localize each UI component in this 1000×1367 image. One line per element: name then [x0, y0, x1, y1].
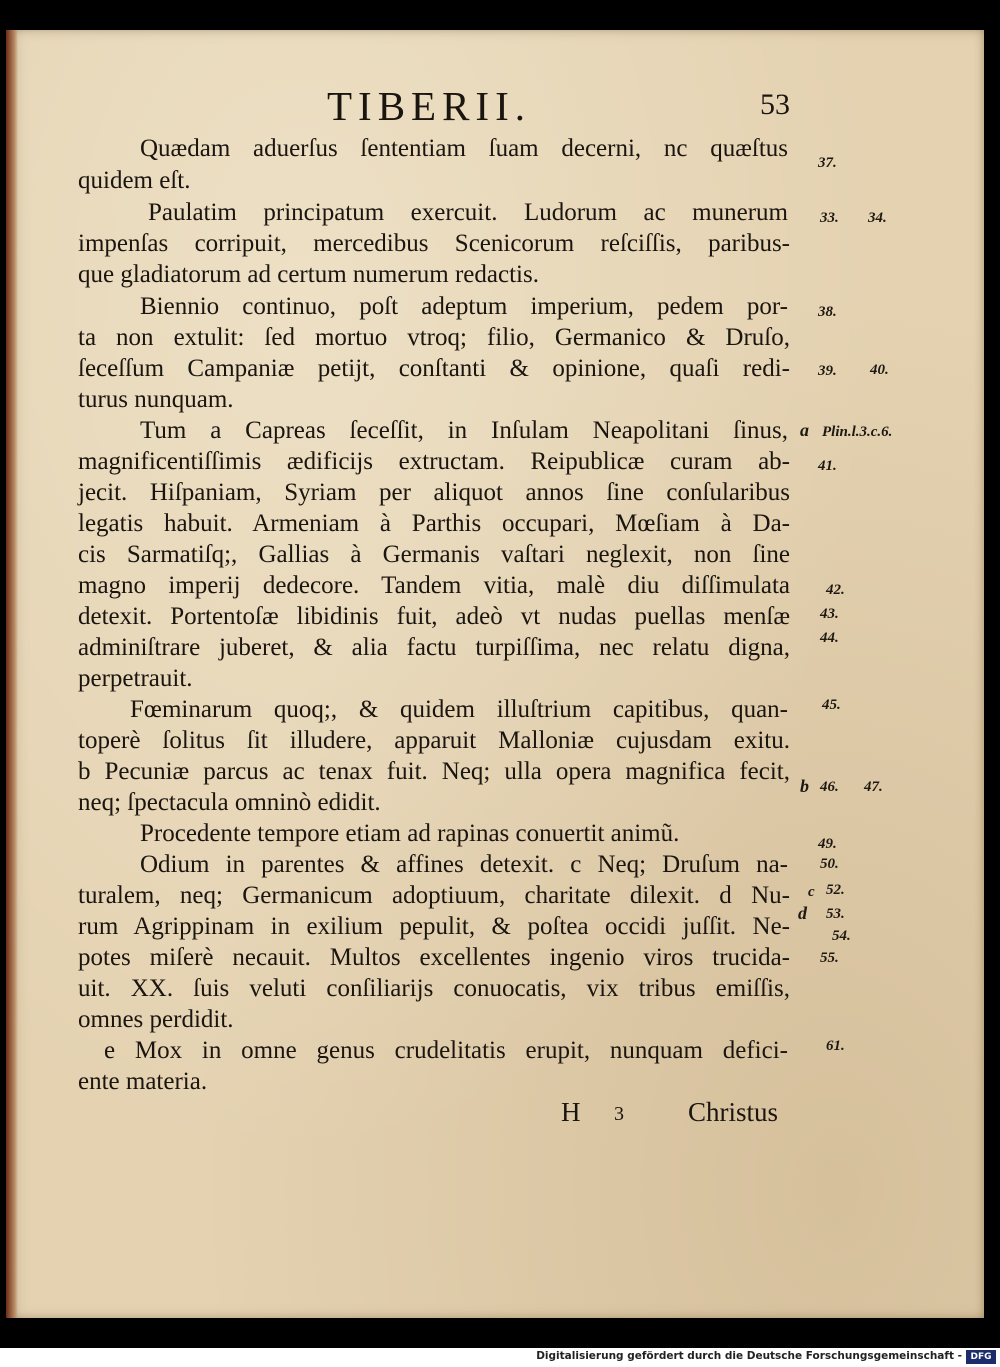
text-line: detexit. Portentoſæ libidinis fuit, adeò vt nudas puellas menſæ [78, 603, 790, 630]
text-line: jecit. Hiſpaniam, Syriam per aliquot annos ſine conſularibus [78, 479, 790, 506]
margin-note: b [800, 776, 809, 796]
text-line: magno imperij dedecore. Tandem vitia, malè diu diſſimulata [78, 572, 790, 599]
text-line: cis Sarmatiſq;, Gallias à Germanis vaſtari neglexit, non ſine [78, 541, 790, 568]
margin-note: 55. [820, 950, 839, 966]
text-line: turus nunquam. [78, 386, 234, 413]
margin-note: 39. [818, 363, 837, 379]
page-spine-edge [6, 30, 18, 1318]
text-line: adminiſtrare juberet, & alia factu turpiſſima, nec relatu digna, [78, 634, 790, 661]
margin-note: d [798, 903, 807, 923]
margin-note: 45. [822, 697, 841, 713]
text-line: perpetrauit. [78, 665, 193, 692]
page-number: 53 [760, 88, 790, 121]
margin-note: 43. [820, 606, 839, 622]
margin-note: 37. [818, 155, 837, 171]
text-line: ſeceſſum Campaniæ petijt, conſtanti & opinione, quaſi redi- [78, 355, 790, 382]
margin-note: 42. [826, 582, 845, 598]
text-line: uit. XX. ſuis veluti conſiliarijs conuocatis, vix tribus emiſſis, [78, 975, 790, 1002]
text-line: quidem eſt. [78, 167, 191, 194]
text-line: toperè ſolitus ſit illudere, apparuit Malloniæ cujusdam exitu. [78, 727, 790, 754]
text-line: Fœminarum quoq;, & quidem illuſtrium capitibus, quan- [130, 696, 788, 723]
text-line: Paulatim principatum exercuit. Ludorum ac munerum [148, 199, 788, 226]
text-line: potes miſerè necauit. Multos excellentes ingenio viros trucida- [78, 944, 790, 971]
margin-note: c [808, 884, 815, 900]
text-line: que gladiatorum ad certum numerum redactis. [78, 261, 539, 288]
text-line: neq; ſpectacula omninò edidit. [78, 789, 381, 816]
text-line: legatis habuit. Armeniam à Parthis occupari, Mœſiam à Da- [78, 510, 790, 537]
text-line: ta non extulit: ſed mortuo vtroq; filio, Germanico & Druſo, [78, 324, 790, 351]
text-line: Tum a Capreas ſeceſſit, in Inſulam Neapolitani ſinus, [140, 417, 788, 444]
margin-note: 38. [818, 304, 837, 320]
text-line: Biennio continuo, poſt adeptum imperium, pedem por- [140, 293, 788, 320]
margin-note: 54. [832, 928, 851, 944]
text-line: magnificentiſſimis ædificijs extructam. Reipublicæ curam ab- [78, 448, 790, 475]
footer-bar [0, 1348, 1000, 1367]
margin-note: 44. [820, 630, 839, 646]
margin-note: 50. [820, 856, 839, 872]
margin-note: Plin.l.3.c.6. [822, 424, 893, 440]
margin-note: 53. [826, 906, 845, 922]
catchword: Christus [688, 1097, 779, 1127]
text-line: omnes perdidit. [78, 1006, 234, 1033]
margin-note: 47. [864, 779, 883, 795]
text-line: e Mox in omne genus crudelitatis erupit, nunquam defici- [104, 1037, 788, 1064]
margin-note: 46. [820, 779, 839, 795]
margin-note: 40. [870, 362, 889, 378]
text-line: turalem, neq; Germanicum adoptiuum, charitate dilexit. d Nu- [78, 882, 790, 909]
margin-note: 34. [868, 210, 887, 226]
dfg-logo[interactable]: DFG [966, 1350, 996, 1364]
text-line: Procedente tempore etiam ad rapinas conuertit animũ. [140, 820, 680, 847]
text-line: rum Agrippinam in exilium pepulit, & poſtea occidi juſſit. Ne- [78, 913, 790, 940]
footer-credit: Digitalisierung gefördert durch die Deutsche Forschungsgemeinschaft - [536, 1350, 962, 1362]
margin-note: 33. [820, 210, 839, 226]
margin-note: 41. [818, 458, 837, 474]
text-line: Quædam aduerſus ſententiam ſuam decerni, nc quæſtus [140, 135, 788, 162]
text-line: b Pecuniæ parcus ac tenax fuit. Neq; ulla opera magnifica fecit, [78, 758, 790, 785]
margin-note: 49. [818, 836, 837, 852]
text-line: Odium in parentes & affines detexit. c Neq; Druſum na- [140, 851, 788, 878]
signature-number: 3 [614, 1103, 624, 1125]
running-title: TIBERII. [327, 83, 531, 129]
text-line: ente materia. [78, 1068, 208, 1095]
margin-note: a [800, 420, 809, 440]
text-line: impenſas corripuit, mercedibus Scenicorum reſciſſis, paribus- [78, 230, 790, 257]
margin-note: 52. [826, 882, 845, 898]
signature-mark: H [561, 1097, 581, 1127]
margin-note: 61. [826, 1038, 845, 1054]
